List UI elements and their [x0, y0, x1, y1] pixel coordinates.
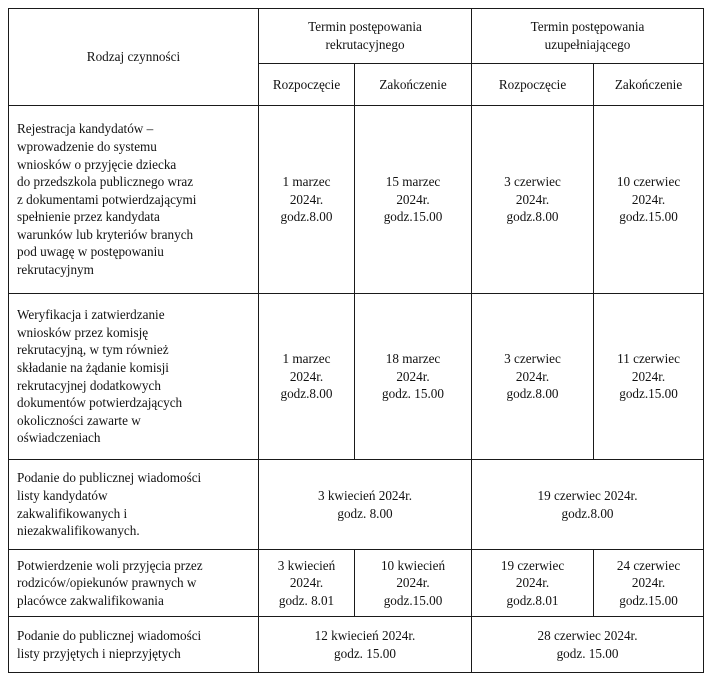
header-activity-type: Rodzaj czynności [9, 9, 259, 106]
supplementary-end-cell: 10 czerwiec 2024r. godz.15.00 [594, 106, 704, 294]
recruitment-end-cell: 18 marzec 2024r. godz. 15.00 [355, 294, 472, 460]
supplementary-start-cell: 3 czerwiec 2024r. godz.8.00 [472, 106, 594, 294]
supplementary-start-cell: 3 czerwiec 2024r. godz.8.00 [472, 294, 594, 460]
activity-cell: Weryfikacja i zatwierdzanie wniosków przez komisję rekrutacyjną, w tym również składanie na żądanie komisji rekrutacyjnej dodatkowych dokumentów potwierdzających okoliczności zawarte w oświadczeniach [9, 294, 259, 460]
activity-cell: Potwierdzenie woli przyjęcia przez rodziców/opiekunów prawnych w placówce zakwalifikowania [9, 550, 259, 617]
header-recruitment-term: Termin postępowania rekrutacyjnego [259, 9, 472, 64]
supplementary-end-cell: 24 czerwiec 2024r. godz.15.00 [594, 550, 704, 617]
header-supplementary-start: Rozpoczęcie [472, 64, 594, 106]
recruitment-start-cell: 1 marzec 2024r. godz.8.00 [259, 294, 355, 460]
recruitment-merged-cell: 12 kwiecień 2024r. godz. 15.00 [259, 617, 472, 673]
activity-cell: Rejestracja kandydatów – wprowadzenie do systemu wniosków o przyjęcie dziecka do przedszkola publicznego wraz z dokumentami potwierdzającymi spełnienie przez kandydata warunków lub kryteriów branych pod uwagę w postępowaniu rekrutacyjnym [9, 106, 259, 294]
supplementary-start-cell: 19 czerwiec 2024r. godz.8.01 [472, 550, 594, 617]
header-supplementary-end: Zakończenie [594, 64, 704, 106]
supplementary-merged-cell: 28 czerwiec 2024r. godz. 15.00 [472, 617, 704, 673]
recruitment-start-cell: 1 marzec 2024r. godz.8.00 [259, 106, 355, 294]
table-row [9, 617, 704, 673]
recruitment-merged-cell: 3 kwiecień 2024r. godz. 8.00 [259, 460, 472, 550]
recruitment-start-cell: 3 kwiecień 2024r. godz. 8.01 [259, 550, 355, 617]
recruitment-schedule-table [8, 8, 704, 673]
supplementary-merged-cell: 19 czerwiec 2024r. godz.8.00 [472, 460, 704, 550]
activity-cell: Podanie do publicznej wiadomości listy przyjętych i nieprzyjętych [9, 617, 259, 673]
recruitment-end-cell: 10 kwiecień 2024r. godz.15.00 [355, 550, 472, 617]
header-recruitment-start: Rozpoczęcie [259, 64, 355, 106]
table-row [9, 294, 704, 460]
header-recruitment-end: Zakończenie [355, 64, 472, 106]
table-row [9, 550, 704, 617]
supplementary-end-cell: 11 czerwiec 2024r. godz.15.00 [594, 294, 704, 460]
table-row [9, 106, 704, 294]
header-supplementary-term: Termin postępowania uzupełniającego [472, 9, 704, 64]
activity-cell: Podanie do publicznej wiadomości listy kandydatów zakwalifikowanych i niezakwalifikowanych. [9, 460, 259, 550]
header-row-top [9, 9, 704, 64]
recruitment-end-cell: 15 marzec 2024r. godz.15.00 [355, 106, 472, 294]
table-row [9, 460, 704, 550]
